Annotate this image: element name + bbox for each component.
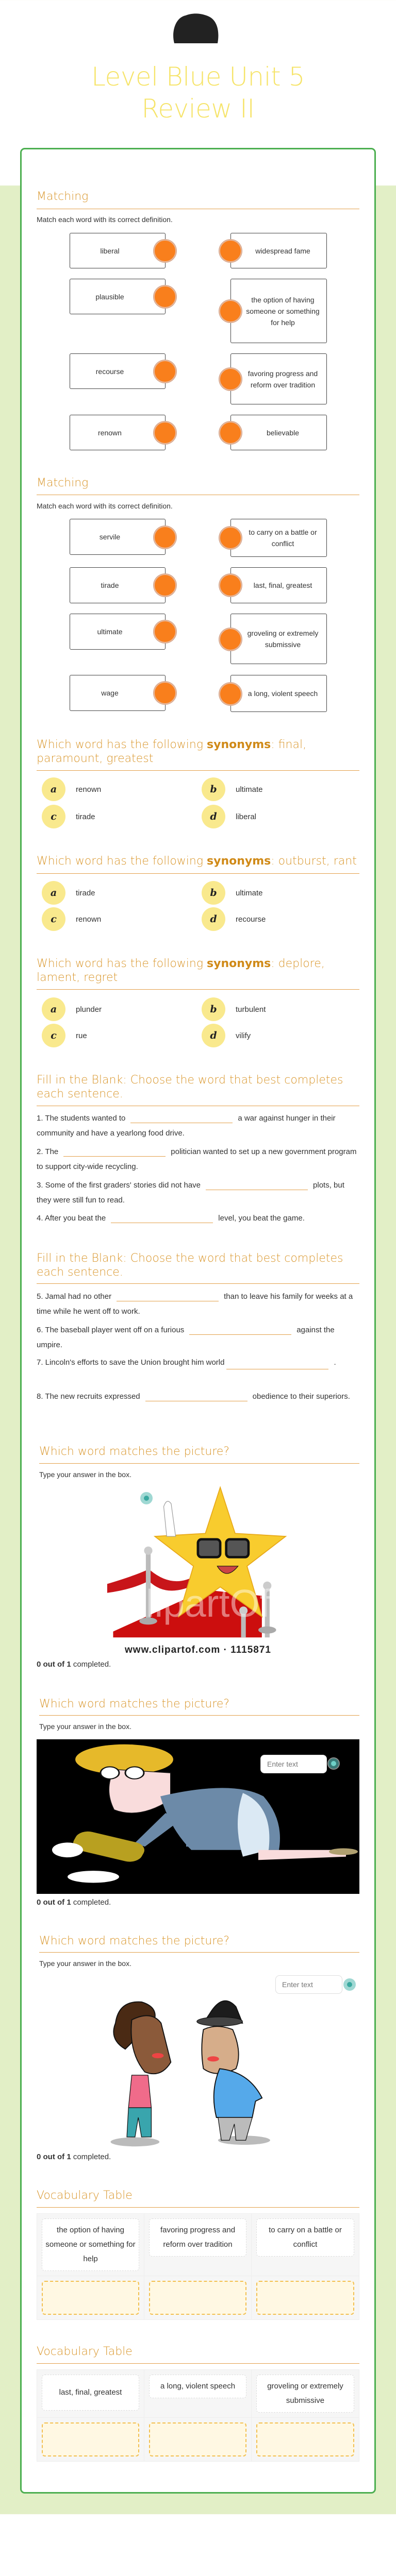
match-definition[interactable]: believable (230, 415, 327, 450)
connector-dot[interactable] (154, 285, 176, 308)
drop-zone[interactable] (42, 2281, 139, 2315)
connector-dot[interactable] (219, 683, 242, 705)
instruction: Match each word with its correct definition. (37, 502, 173, 510)
fill-sentence: 1. The students wanted to a war against hunger in their community and have a yearlong food drive. (37, 1114, 336, 1138)
blank-input[interactable] (145, 1392, 248, 1401)
section-heading: Matching (37, 190, 89, 203)
match-word[interactable]: ultimate (70, 614, 166, 650)
blank-input[interactable] (117, 1292, 219, 1301)
option-b[interactable]: b ultimate (202, 777, 263, 801)
connector-dot[interactable] (219, 574, 242, 597)
blank-input[interactable] (130, 1114, 233, 1123)
answer-hotspot[interactable] (327, 1757, 340, 1770)
section-heading: Fill in the Blank: Choose the word that best completes each sentence. (37, 1074, 343, 1100)
connector-dot[interactable] (154, 574, 176, 597)
heading-divider (39, 1952, 359, 1953)
section-heading: Fill in the Blank: Choose the word that best completes each sentence. (37, 1252, 343, 1279)
blank-input[interactable] (206, 1181, 308, 1190)
vocabulary-table (37, 2369, 359, 2462)
answer-text-input[interactable]: Enter text (275, 1975, 342, 1994)
match-word[interactable]: servile (70, 519, 166, 555)
option-c[interactable]: c renown (42, 907, 101, 931)
definition-card[interactable]: to carry on a battle or conflict (256, 2218, 354, 2257)
question-heading: Which word matches the picture? (39, 1445, 230, 1458)
drop-zone[interactable] (256, 2422, 354, 2456)
question-heading: Which word matches the picture? (39, 1935, 230, 1947)
match-word[interactable]: tirade (70, 567, 166, 603)
instruction: Type your answer in the box. (39, 1959, 131, 1968)
logo (170, 11, 222, 47)
match-definition[interactable]: widespread fame (230, 233, 327, 268)
completion-status: 0 out of 1 completed. (37, 1660, 111, 1669)
page-title: Level Blue Unit 5 Review II (91, 62, 305, 124)
option-c[interactable]: c tirade (42, 805, 95, 828)
answer-hotspot[interactable] (140, 1492, 153, 1504)
blank-input[interactable] (226, 1360, 328, 1369)
question-heading: Which word has the following synonyms: deplore, lament, regret (37, 957, 325, 984)
option-a[interactable]: a renown (42, 777, 101, 801)
fill-sentence: 7. Lincoln's efforts to save the Union brought him world . (37, 1355, 359, 1370)
match-definition[interactable]: favoring progress and reform over tradition (230, 353, 327, 404)
answer-hotspot[interactable] (343, 1978, 356, 1991)
fill-sentence: 4. After you beat the level, you beat the game. (37, 1214, 305, 1223)
definition-card[interactable]: last, final, greatest (42, 2375, 139, 2411)
match-definition[interactable]: groveling or extremely submissive (230, 614, 327, 664)
match-word[interactable]: liberal (70, 233, 166, 268)
match-word[interactable]: plausible (70, 279, 166, 314)
watermark: clipartOf (126, 1581, 271, 1625)
connector-dot[interactable] (154, 682, 176, 704)
heading-divider (37, 2207, 359, 2208)
connector-dot[interactable] (154, 620, 176, 643)
heading-divider (37, 989, 359, 990)
match-definition[interactable]: a long, violent speech (230, 675, 327, 712)
heading-divider (37, 770, 359, 771)
connector-dot[interactable] (154, 240, 176, 262)
fill-sentence: 2. The politician wanted to set up a new government program to support city-wide recycling. (37, 1147, 357, 1171)
image-caption: www.clipartof.com · 1115871 (125, 1645, 271, 1655)
connector-dot[interactable] (219, 240, 242, 262)
drop-zone[interactable] (149, 2422, 246, 2456)
heading-divider (39, 1463, 359, 1464)
option-b[interactable]: b turbulent (202, 997, 266, 1021)
definition-card[interactable]: groveling or extremely submissive (256, 2375, 354, 2413)
connector-dot[interactable] (219, 300, 242, 323)
drop-zone[interactable] (256, 2281, 354, 2315)
fill-sentence: 6. The baseball player went off on a furious against the umpire. (37, 1326, 335, 1349)
question-heading: Which word has the following synonyms: outburst, rant (37, 855, 357, 868)
definition-card[interactable]: the option of having someone or something for help (42, 2218, 139, 2271)
completion-status: 0 out of 1 completed. (37, 2153, 111, 2161)
blank-input[interactable] (63, 1147, 166, 1157)
connector-dot[interactable] (154, 421, 176, 444)
question-heading: Which word matches the picture? (39, 1698, 230, 1710)
option-a[interactable]: a tirade (42, 881, 95, 905)
heading-divider (37, 1283, 359, 1284)
vocabulary-table (37, 2213, 359, 2320)
answer-text-input[interactable]: Enter text (260, 1755, 327, 1773)
completion-status: 0 out of 1 completed. (37, 1898, 111, 1907)
match-definition[interactable]: to carry on a battle or conflict (230, 519, 327, 557)
option-b[interactable]: b ultimate (202, 881, 263, 905)
connector-dot[interactable] (219, 628, 242, 651)
heading-divider (37, 873, 359, 874)
section-heading: Vocabulary Table (37, 2345, 133, 2358)
definition-card[interactable]: favoring progress and reform over tradition (149, 2218, 246, 2257)
instruction: Match each word with its correct definition. (37, 215, 173, 224)
heading-divider (39, 1715, 359, 1716)
heading-divider (37, 2363, 359, 2364)
instruction: Type your answer in the box. (39, 1470, 131, 1479)
option-d[interactable]: d liberal (202, 805, 256, 828)
match-word[interactable]: renown (70, 415, 166, 450)
connector-dot[interactable] (154, 360, 176, 383)
match-definition[interactable]: the option of having someone or something for help (230, 279, 327, 343)
fill-sentence: 8. The new recruits expressed obedience to their superiors. (37, 1392, 350, 1401)
instruction: Type your answer in the box. (39, 1722, 131, 1731)
match-word[interactable]: recourse (70, 353, 166, 389)
match-definition[interactable]: last, final, greatest (230, 567, 327, 603)
option-a[interactable]: a plunder (42, 997, 102, 1021)
arguing-people-image (52, 1994, 345, 2148)
option-c[interactable]: c rue (42, 1024, 87, 1047)
connector-dot[interactable] (154, 526, 176, 549)
section-heading: Matching (37, 477, 89, 489)
fill-sentence: 3. Some of the first graders' stories did not have plots, but they were still fun to read. (37, 1181, 344, 1205)
match-word[interactable]: wage (70, 675, 166, 711)
option-d[interactable]: d vilify (202, 1024, 251, 1047)
question-heading: Which word has the following synonyms: final, paramount, greatest (37, 738, 307, 765)
blank-input[interactable] (111, 1214, 213, 1223)
option-d[interactable]: d recourse (202, 907, 266, 931)
section-heading: Vocabulary Table (37, 2189, 133, 2202)
fill-sentence: 5. Jamal had no other than to leave his family for weeks at a time while he went off to work. (37, 1292, 353, 1316)
star-celebrity-image (40, 1486, 357, 1640)
connector-dot[interactable] (219, 368, 242, 391)
drop-zone[interactable] (149, 2281, 246, 2315)
drop-zone[interactable] (42, 2422, 139, 2456)
connector-dot[interactable] (219, 421, 242, 444)
connector-dot[interactable] (219, 527, 242, 549)
blank-input[interactable] (189, 1326, 291, 1335)
definition-card[interactable]: a long, violent speech (149, 2375, 246, 2398)
